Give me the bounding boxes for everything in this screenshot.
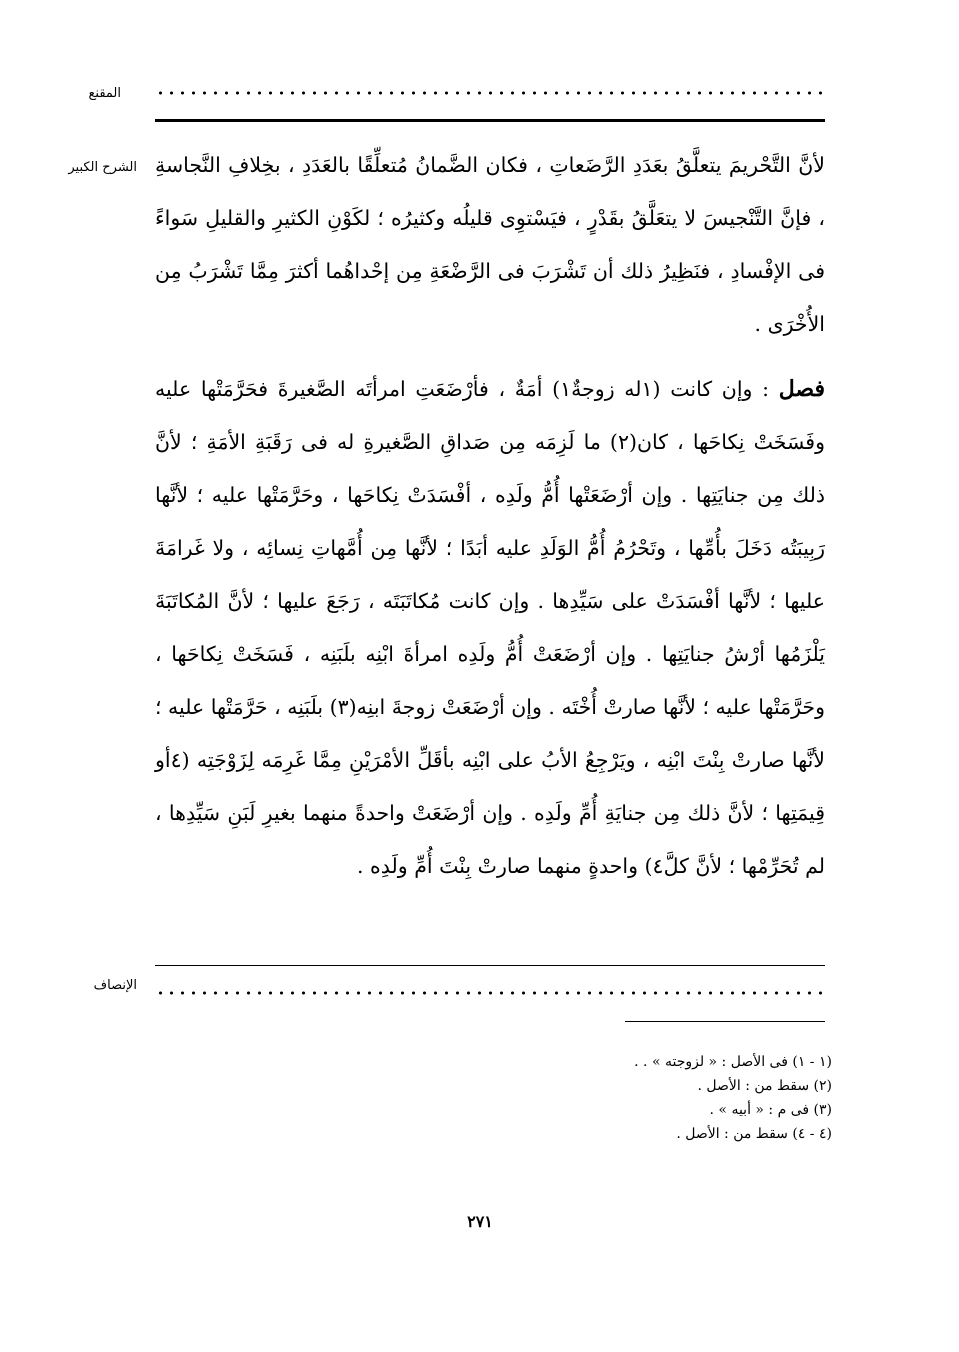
page-number: ٢٧١ xyxy=(467,1212,493,1231)
commentary-label: الشرح الكبير xyxy=(68,160,137,175)
header-dotted-line xyxy=(155,91,825,95)
footnote-3: (٣) فى م : « أبيه » . xyxy=(709,1102,832,1118)
commentary-paragraph-1: لأنَّ التَّحْريمَ يتعلَّقُ بعَدَدِ الرَّضَعاتِ ، فكان الضَّمانُ مُتعلِّقًا بالعَدَدِ ، بخِلافِ النَّجاسةِ ، فإنَّ التَّنْجيسَ لا يتعَلَّقُ بقَدْرٍ ، فيَسْتوِى قليلُه وكثيرُه ؛ لكَوْنِ الكثيرِ والقليلِ سَواءً فى الإفْسادِ ، فنَظِيرُ ذلك أن تَشْرَبَ فى الرَّضْعَةِ مِن إحْداهُما أكثرَ مِمَّا تَشْرَبُ مِن الأُخْرَى . xyxy=(155,153,825,336)
header-book-label: المقنع xyxy=(88,86,121,101)
header-rule xyxy=(155,119,825,122)
footnote-separator xyxy=(625,1021,825,1022)
footnotes xyxy=(412,1050,832,1146)
commentary-paragraph-2 xyxy=(155,363,825,893)
commentary-text xyxy=(155,139,825,893)
insaf-separator-rule xyxy=(155,965,825,966)
insaf-dotted-line xyxy=(155,991,825,995)
insaf-label: الإنصاف xyxy=(93,978,137,993)
footnote-2: (٢) سقط من : الأصل . xyxy=(697,1078,832,1094)
section-heading: فصل xyxy=(778,376,825,402)
footnote-1: (١ - ١) فى الأصل : « لزوجته » . . xyxy=(634,1054,832,1070)
footnote-4: (٤ - ٤) سقط من : الأصل . xyxy=(676,1126,832,1142)
section-body: : وإن كانت (١له زوجةٌ١) أمَةٌ ، فأرْضَعَتِ امرأتَه الصَّغيرةَ فحَرَّمَتْها عليه وفَسَخَتْ نِكاحَها ، كان(٢) ما لَزِمَه مِن صَداقِ الصَّغيرةِ له فى رَقَبَةِ الأمَةِ ؛ لأنَّ ذلك مِن جنايَتِها . وإن أرْضَعَتْها أُمُّ ولَدِه ، أفْسَدَتْ نِكاحَها ، وحَرَّمَتْها عليه ؛ لأنَّها رَبِيبَتُه دَخَلَ بأُمِّها ، وتَحْرُمُ أُمُّ الوَلَدِ عليه أبَدًا ؛ لأنَّها مِن أُمَّهاتِ نِسائِه ، ولا غَرامَةَ عليها ؛ لأنَّها أفْسَدَتْ على سَيِّدِها . وإن كانت مُكاتَبَتَه ، رَجَعَ عليها ؛ لأنَّ المُكاتَبَةَ يَلْزَمُها أرْشُ جنايَتِها . وإن أرْضَعَتْ أُمُّ ولَدِه امرأةَ ابْنِه بلَبَنِه ، فَسَخَتْ نِكاحَها ، وحَرَّمَتْها عليه ؛ لأنَّها صارتْ أُخْتَه . وإن أرْضَعَتْ زوجةَ ابنِه(٣) بلَبَنِه ، حَرَّمَتْها عليه ؛ لأنَّها صارتْ بِنْتَ ابْنِه ، ويَرْجِعُ الأبُ على ابْنِه بأقَلِّ الأمْرَيْنِ مِمَّا غَرِمَه لِزَوْجَتِه (٤أو قِيمَتِها ؛ لأنَّ ذلك مِن جنايَةِ أُمِّ ولَدِه . وإن أرْضَعَتْ واحدةً منهما بغيرِ لَبَنِ سَيِّدِها ، لم تُحَرِّمْها ؛ لأنَّ كلَّ٤) واحدةٍ منهما صارتْ بِنْتَ أُمِّ ولَدِه . xyxy=(155,377,825,878)
